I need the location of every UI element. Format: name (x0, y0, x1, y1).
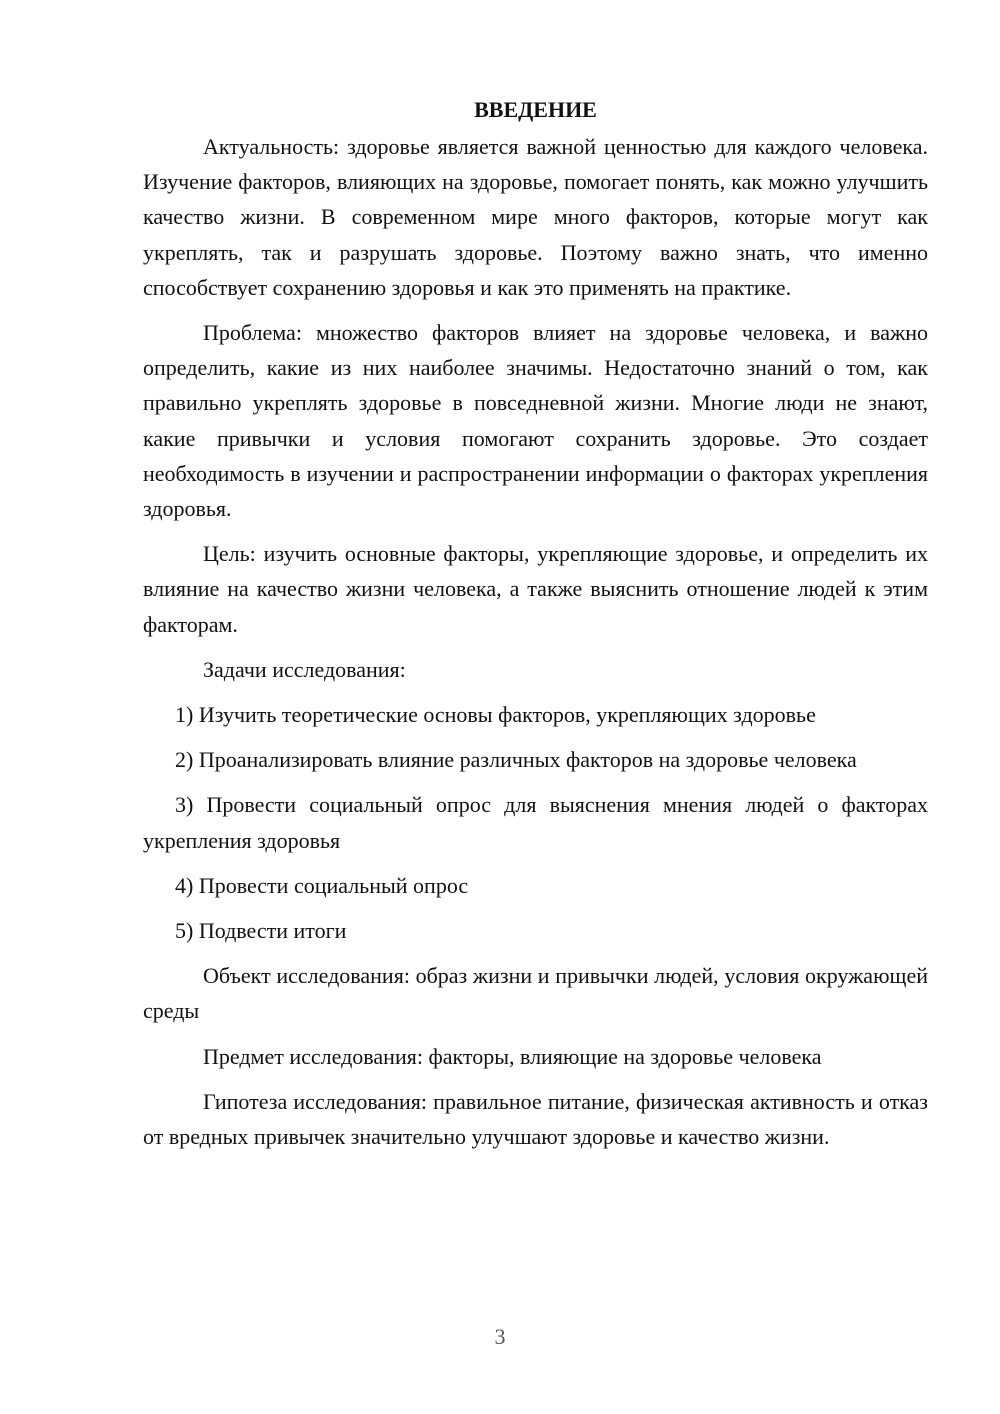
task-item-5: 5) Подвести итоги (175, 918, 347, 944)
task-item-2: 2) Проанализировать влияние различных факторов на здоровье человека (175, 747, 857, 773)
page-number: 3 (494, 1324, 506, 1349)
subject-paragraph: Предмет исследования: факторы, влияющие на здоровье человека (203, 1043, 822, 1069)
hypothesis-paragraph: Гипотеза исследования: правильное питание, физическая активность и отказ от вредных привычек значительно улучшают здоровье и качество жизни. (143, 1088, 928, 1150)
tasks-heading: Задачи исследования: (203, 656, 406, 682)
task-item-4: 4) Провести социальный опрос (175, 872, 469, 898)
task-item-3: 3) Провести социальный опрос для выяснения мнения людей о факторах укрепления здоровья (143, 792, 928, 853)
section-title: ВВЕДЕНИЕ (474, 97, 597, 122)
object-paragraph: Объект исследования: образ жизни и привычки людей, условия окружающей среды (143, 963, 928, 1024)
goal-paragraph: Цель: изучить основные факторы, укрепляющие здоровье, и определить их влияние на качество жизни человека, а также выяснить отношение людей к этим факторам. (143, 541, 928, 637)
task-item-1: 1) Изучить теоретические основы факторов, укрепляющих здоровье (175, 702, 816, 728)
problem-paragraph: Проблема: множество факторов влияет на здоровье человека, и важно определить, какие из них наиболее значимы. Недостаточно знаний о том, как правильно укреплять здоровье в повседневной жизни. Многие люди не знают, какие привычки и условия помогают сохранить здоровье. Это создает необходимость в изучении и распространении информации о факторах укрепления здоровья. (143, 320, 928, 522)
relevance-paragraph: Актуальность: здоровье является важной ценностью для каждого человека. Изучение факторов, влияющих на здоровье, помогает понять, как можно улучшить качество жизни. В современном мире много факторов, которые могут как укреплять, так и разрушать здоровье. Поэтому важно знать, что именно способствует сохранению здоровья и как это применять на практике. (143, 134, 928, 300)
document-page (143, 92, 928, 1164)
